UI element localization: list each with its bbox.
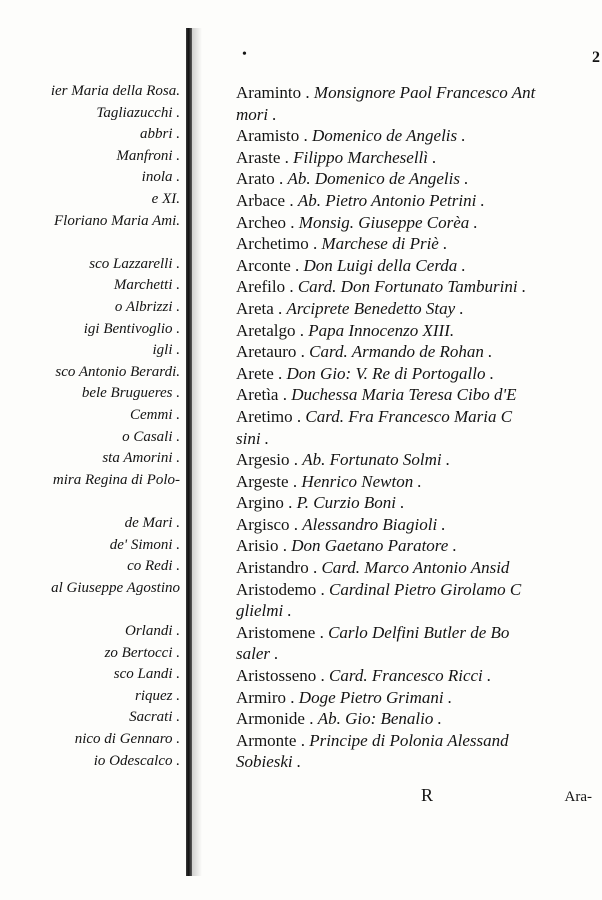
entry-continuation: sini . — [236, 428, 270, 448]
entry-row: Argino . P. Curzio Boni . — [236, 493, 405, 513]
entry-row: Arisio . Don Gaetano Paratore . — [236, 536, 457, 556]
entry-row: Aristandro . Card. Marco Antonio Ansid — [236, 558, 510, 578]
entry-row: Arete . Don Gio: V. Re di Portogallo . — [236, 363, 494, 383]
left-page-line: de Mari . — [124, 515, 180, 531]
entry-person: Ab. Fortunato Solmi . — [302, 450, 451, 470]
gutter-shadow — [192, 28, 202, 876]
left-page-line: sco Landi . — [113, 666, 180, 683]
left-page-line: sco Antonio Berardi. — [55, 363, 180, 380]
left-page-line: inola . — [141, 169, 180, 186]
entry-person: Duchessa Maria Teresa Cibo d'E — [291, 385, 517, 405]
left-page-line: Orlandi . — [124, 623, 180, 639]
left-page-line: ier Maria della Rosa. — [50, 83, 180, 99]
entry-row: Aramisto . Domenico de Angelis . — [236, 126, 466, 146]
entry-person: Don Gio: V. Re di Portogallo . — [286, 363, 494, 383]
left-catchword: Ara- — [564, 789, 592, 805]
printer-mark: • — [242, 47, 247, 62]
left-page-line: e XI. — [151, 191, 180, 207]
entry-continuation: glielmi . — [236, 601, 292, 621]
entry-person: Monsig. Giuseppe Corèa . — [298, 212, 478, 232]
entry-row: Aretauro . Card. Armando de Rohan . — [236, 342, 493, 362]
left-page-line: Cemmi . — [130, 407, 180, 423]
entry-name: Arete — [236, 363, 274, 383]
entry-name: Archeo — [236, 212, 287, 232]
entry-name: Aristomene — [236, 622, 316, 642]
entry-person: Card. Francesco Ricci . — [329, 666, 492, 686]
entry-continuation: mori . — [236, 104, 277, 124]
entry-row: Aristosseno . Card. Francesco Ricci . — [236, 666, 492, 686]
entry-row: Arato . Ab. Domenico de Angelis . — [236, 169, 469, 189]
entry-row: Archetimo . Marchese di Priè . — [236, 234, 448, 254]
left-page-line: sta Amorini . — [102, 450, 180, 467]
entry-name: Arato — [236, 169, 275, 189]
entry-name: Arisio — [236, 536, 279, 556]
left-page-line: al Giuseppe Agostino — [51, 579, 180, 596]
entry-row: Archeo . Monsig. Giuseppe Corèa . — [236, 212, 478, 232]
entry-row: Aristodemo . Cardinal Pietro Girolamo C glielmi . — [236, 579, 602, 622]
left-page-line: sco Lazzarelli . — [89, 255, 180, 272]
entry-row: Arbace . Ab. Pietro Antonio Petrini . — [236, 190, 485, 210]
left-page-line: abbri . — [139, 126, 180, 143]
entry-name: Arbace — [236, 190, 286, 210]
entry-person: Ab. Gio: Benalio . — [317, 709, 442, 729]
entry-person: Arciprete Benedetto Stay . — [286, 298, 464, 318]
entry-row: Aristomene . Carlo Delfini Butler de Bo saler . — [236, 622, 602, 665]
entry-name: Armiro — [236, 687, 287, 707]
left-page-line: zo Bertocci . — [104, 644, 180, 661]
entry-person: Ab. Domenico de Angelis . — [287, 169, 469, 189]
entry-row: Armonte . Principe di Polonia Alessand Sobieski . — [236, 730, 602, 773]
entry-person: Marchese di Priè . — [321, 234, 448, 254]
left-page-line: Tagliazucchi . — [96, 104, 180, 121]
left-page-line: de' Simoni . — [109, 536, 180, 553]
entry-person: Ab. Pietro Antonio Petrini . — [297, 190, 485, 210]
left-page-line: nico di Gennaro . — [74, 731, 180, 747]
entry-person: Principe di Polonia Alessand — [309, 730, 509, 750]
entry-row: Araste . Filippo Marchesellì . — [236, 147, 437, 167]
left-page-line: igli . — [152, 342, 180, 359]
entry-name: Arconte — [236, 255, 291, 275]
entry-row: Aretimo . Card. Fra Francesco Maria C sini . — [236, 406, 602, 449]
entry-row: Argeste . Henrico Newton . — [236, 471, 422, 491]
entry-row: Armonide . Ab. Gio: Benalio . — [236, 709, 442, 729]
entry-row: Arconte . Don Luigi della Cerda . — [236, 255, 466, 275]
entry-person: Card. Don Fortunato Tamburini . — [297, 277, 527, 297]
entry-name: Argeste — [236, 471, 289, 491]
entry-name: Aretimo — [236, 406, 293, 426]
entry-name: Aristosseno — [236, 666, 317, 686]
entry-person: Filippo Marchesellì . — [293, 147, 437, 167]
entry-row: Argisco . Alessandro Biagioli . — [236, 514, 446, 534]
left-page-line: Manfroni . — [116, 147, 180, 164]
entry-name: Archetimo — [236, 234, 309, 254]
entry-name: Argesio — [236, 450, 290, 470]
entry-name: Aretauro — [236, 342, 297, 362]
entry-row: Aretalgo . Papa Innocenzo XIII. — [236, 320, 455, 340]
entry-continuation: saler . — [236, 644, 279, 664]
left-page-line: o Casali . — [122, 428, 180, 445]
entry-row: Areta . Arciprete Benedetto Stay . — [236, 298, 464, 318]
left-page — [0, 0, 186, 900]
entry-person: Don Luigi della Cerda . — [303, 255, 466, 275]
entry-name: Aretalgo — [236, 320, 296, 340]
entry-person: P. Curzio Boni . — [296, 493, 405, 513]
left-page-line: bele Brugueres . — [81, 385, 180, 402]
entry-name: Aretìa — [236, 385, 279, 405]
entry-name: Argisco — [236, 514, 290, 534]
entry-person: Doge Pietro Grimani . — [298, 687, 453, 707]
entry-person: Don Gaetano Paratore . — [291, 536, 457, 556]
entry-person: Cardinal Pietro Girolamo C — [329, 579, 522, 599]
entry-list — [236, 82, 602, 773]
entry-person: Card. Armando de Rohan . — [309, 342, 493, 362]
entry-row: Arefilo . Card. Don Fortunato Tamburini . — [236, 277, 527, 297]
entry-row: Argesio . Ab. Fortunato Solmi . — [236, 450, 451, 470]
entry-person: Card. Fra Francesco Maria C — [305, 406, 513, 426]
entry-person: Domenico de Angelis . — [312, 126, 466, 146]
entry-person: Card. Marco Antonio Ansid — [321, 558, 510, 578]
right-page — [202, 0, 602, 900]
left-page-line: riquez . — [135, 687, 180, 704]
left-page-line: co Redi . — [127, 558, 180, 575]
left-page-line: io Odescalco . — [93, 752, 180, 769]
left-page-line: mira Regina di Polo- — [52, 471, 180, 488]
left-page-line: o Albrizzi . — [114, 299, 180, 315]
entry-row: Armiro . Doge Pietro Grimani . — [236, 687, 453, 707]
page-number: 2 — [592, 49, 600, 66]
entry-person: Papa Innocenzo XIII. — [308, 320, 455, 340]
entry-name: Armonide — [236, 709, 305, 729]
entry-name: Aristandro — [236, 558, 309, 578]
entry-name: Araminto — [236, 83, 302, 102]
entry-name: Arefilo — [236, 277, 286, 297]
left-page-line: Floriano Maria Ami. — [54, 212, 180, 229]
entry-person: Carlo Delfini Butler de Bo — [328, 622, 510, 642]
entry-name: Aramisto — [236, 126, 300, 146]
entry-name: Areta — [236, 298, 274, 318]
left-page-line: igi Bentivoglio . — [83, 320, 180, 337]
entry-name: Armonte — [236, 730, 297, 750]
entry-name: Argino — [236, 493, 284, 513]
entry-row: Araminto . Monsignore Paol Francesco Ant mori . — [236, 82, 602, 125]
left-page-line: Marchetti . — [113, 277, 180, 294]
entry-name: Araste — [236, 147, 281, 167]
entry-row: Aretìa . Duchessa Maria Teresa Cibo d'E — [236, 385, 517, 405]
entry-person: Alessandro Biagioli . — [302, 514, 446, 534]
entry-continuation: Sobieski . — [236, 752, 302, 772]
entry-name: Aristodemo — [236, 579, 317, 599]
signature-mark: R — [421, 785, 434, 805]
entry-person: Monsignore Paol Francesco Ant — [313, 83, 536, 102]
entry-person: Henrico Newton . — [301, 471, 422, 491]
left-page-line: Sacrati . — [129, 709, 180, 726]
